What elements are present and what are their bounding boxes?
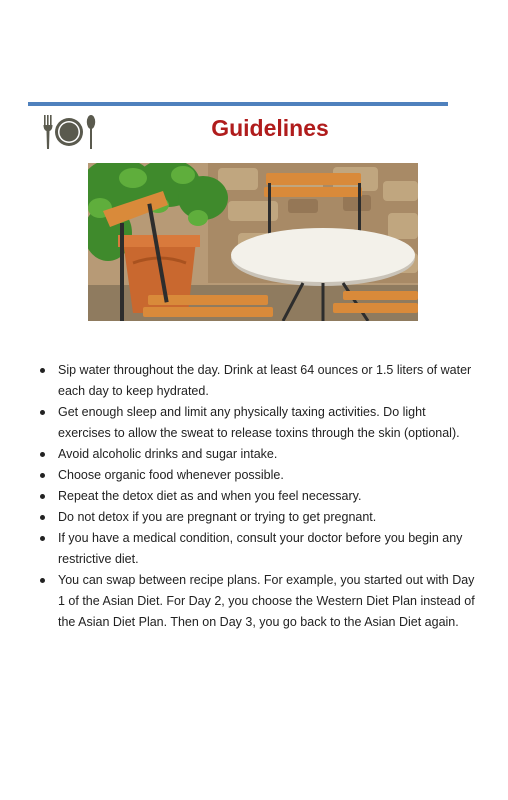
list-item: Repeat the detox diet as and when you feel necessary. xyxy=(36,486,481,507)
guidelines-list xyxy=(36,360,481,633)
page-title: Guidelines xyxy=(211,115,329,141)
list-item: Get enough sleep and limit any physically taxing activities. Do light exercises to allow the sweat to release toxins through the skin (optional). xyxy=(36,402,481,444)
list-item: Avoid alcoholic drinks and sugar intake. xyxy=(36,444,481,465)
list-item: Do not detox if you are pregnant or trying to get pregnant. xyxy=(36,507,481,528)
list-item: Sip water throughout the day. Drink at least 64 ounces or 1.5 liters of water each day to keep hydrated. xyxy=(36,360,481,402)
header-divider xyxy=(28,102,448,106)
list-item: Choose organic food whenever possible. xyxy=(36,465,481,486)
bistro-table-chairs-potted-plant-photo xyxy=(88,163,418,321)
list-item: If you have a medical condition, consult your doctor before you begin any restrictive diet. xyxy=(36,528,481,570)
list-item: You can swap between recipe plans. For example, you started out with Day 1 of the Asian Diet. For Day 2, you choose the Western Diet Plan instead of the Asian Diet Plan. Then on Day 3, you go back to the Asian Diet again. xyxy=(36,570,481,633)
